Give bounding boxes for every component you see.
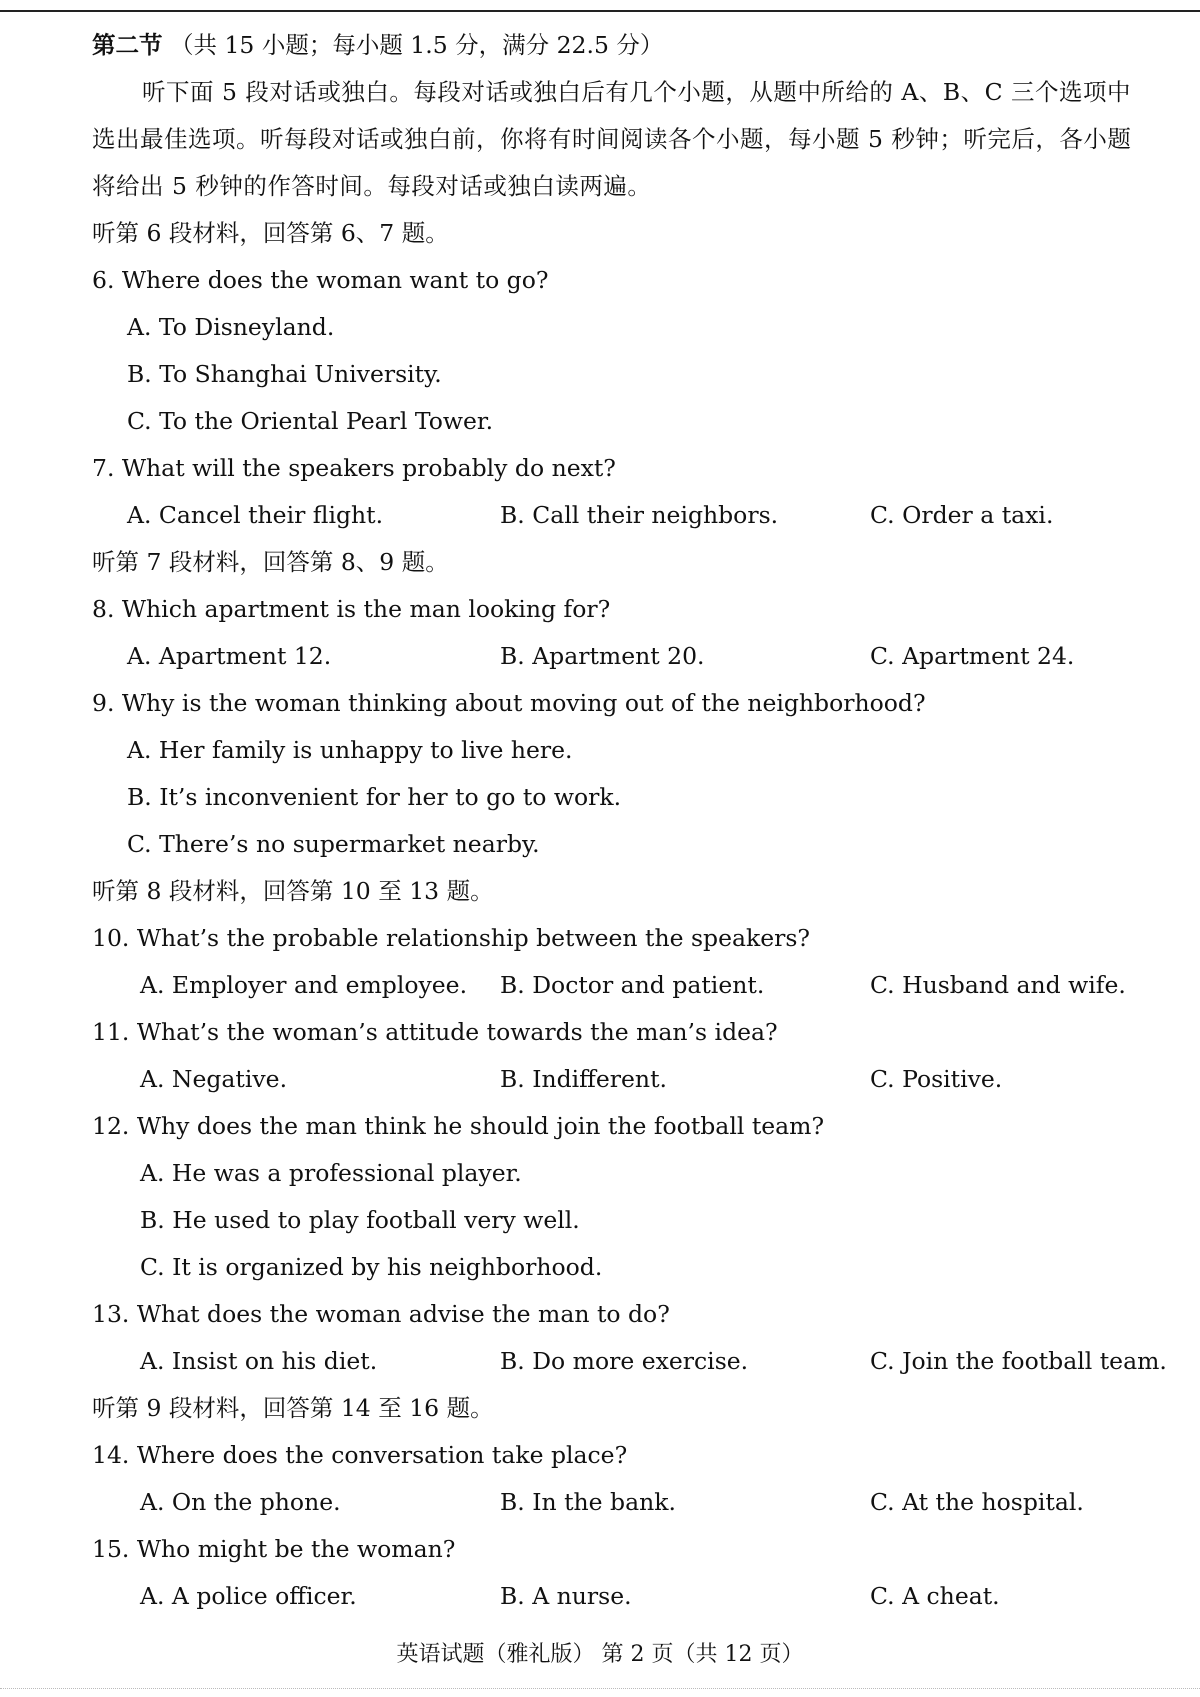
question-stem: 13. What does the woman advise the man to do? [92, 1300, 670, 1328]
answer-option: B. In the bank. [500, 1488, 676, 1516]
answer-option: C. To the Oriental Pearl Tower. [127, 407, 494, 435]
answer-option: A. Apartment 12. [127, 642, 332, 670]
intro-line: 将给出 5 秒钟的作答时间。每段对话或独白读两遍。 [92, 172, 652, 200]
group-heading: 听第 6 段材料，回答第 6、7 题。 [92, 219, 449, 247]
section-title: 第二节 [92, 31, 163, 59]
answer-option: C. At the hospital. [870, 1488, 1084, 1516]
question-stem: 8. Which apartment is the man looking for? [92, 595, 611, 623]
answer-option: A. To Disneyland. [127, 313, 335, 341]
answer-option: A. Her family is unhappy to live here. [127, 736, 573, 764]
group-heading: 听第 9 段材料，回答第 14 至 16 题。 [92, 1394, 494, 1422]
answer-option: B. He used to play football very well. [140, 1206, 580, 1234]
question-stem: 11. What’s the woman’s attitude towards the man’s idea? [92, 1018, 778, 1046]
answer-option: A. A police officer. [140, 1582, 357, 1610]
section-header [92, 30, 663, 60]
answer-option: B. Do more exercise. [500, 1347, 749, 1375]
question-stem: 9. Why is the woman thinking about moving out of the neighborhood? [92, 689, 926, 717]
answer-option: B. Doctor and patient. [500, 971, 765, 999]
answer-option: A. Employer and employee. [140, 971, 468, 999]
question-stem: 7. What will the speakers probably do next? [92, 454, 616, 482]
group-heading: 听第 7 段材料，回答第 8、9 题。 [92, 548, 449, 576]
question-stem: 6. Where does the woman want to go? [92, 266, 549, 294]
group-heading: 听第 8 段材料，回答第 10 至 13 题。 [92, 877, 494, 905]
question-stem: 10. What’s the probable relationship between the speakers? [92, 924, 811, 952]
answer-option: B. It’s inconvenient for her to go to work. [127, 783, 622, 811]
intro-line: 听下面 5 段对话或独白。每段对话或独白后有几个小题，从题中所给的 A、B、C 三个选项中 [142, 78, 1132, 106]
answer-option: B. Call their neighbors. [500, 501, 779, 529]
top-rule [0, 10, 1200, 12]
answer-option: A. Cancel their flight. [127, 501, 384, 529]
answer-option: C. There’s no supermarket nearby. [127, 830, 540, 858]
answer-option: C. It is organized by his neighborhood. [140, 1253, 603, 1281]
answer-option: C. Positive. [870, 1065, 1003, 1093]
answer-option: A. Insist on his diet. [140, 1347, 378, 1375]
answer-option: A. Negative. [140, 1065, 288, 1093]
answer-option: A. On the phone. [140, 1488, 341, 1516]
section-note: （共 15 小题；每小题 1.5 分，满分 22.5 分） [169, 31, 664, 59]
page-footer: 英语试题（雅礼版） 第 2 页（共 12 页） [396, 1642, 804, 1667]
intro-line: 选出最佳选项。听每段对话或独白前，你将有时间阅读各个小题，每小题 5 秒钟；听完后，各小题 [92, 125, 1132, 153]
answer-option: C. A cheat. [870, 1582, 1000, 1610]
answer-option: C. Join the football team. [870, 1347, 1167, 1375]
answer-option: A. He was a professional player. [140, 1159, 522, 1187]
bottom-rule [0, 1688, 1200, 1689]
answer-option: B. A nurse. [500, 1582, 632, 1610]
answer-option: C. Apartment 24. [870, 642, 1075, 670]
answer-option: C. Order a taxi. [870, 501, 1054, 529]
question-stem: 14. Where does the conversation take place? [92, 1441, 628, 1469]
answer-option: B. Indifferent. [500, 1065, 667, 1093]
question-stem: 12. Why does the man think he should join the football team? [92, 1112, 825, 1140]
question-stem: 15. Who might be the woman? [92, 1535, 456, 1563]
answer-option: B. Apartment 20. [500, 642, 705, 670]
answer-option: C. Husband and wife. [870, 971, 1126, 999]
answer-option: B. To Shanghai University. [127, 360, 442, 388]
